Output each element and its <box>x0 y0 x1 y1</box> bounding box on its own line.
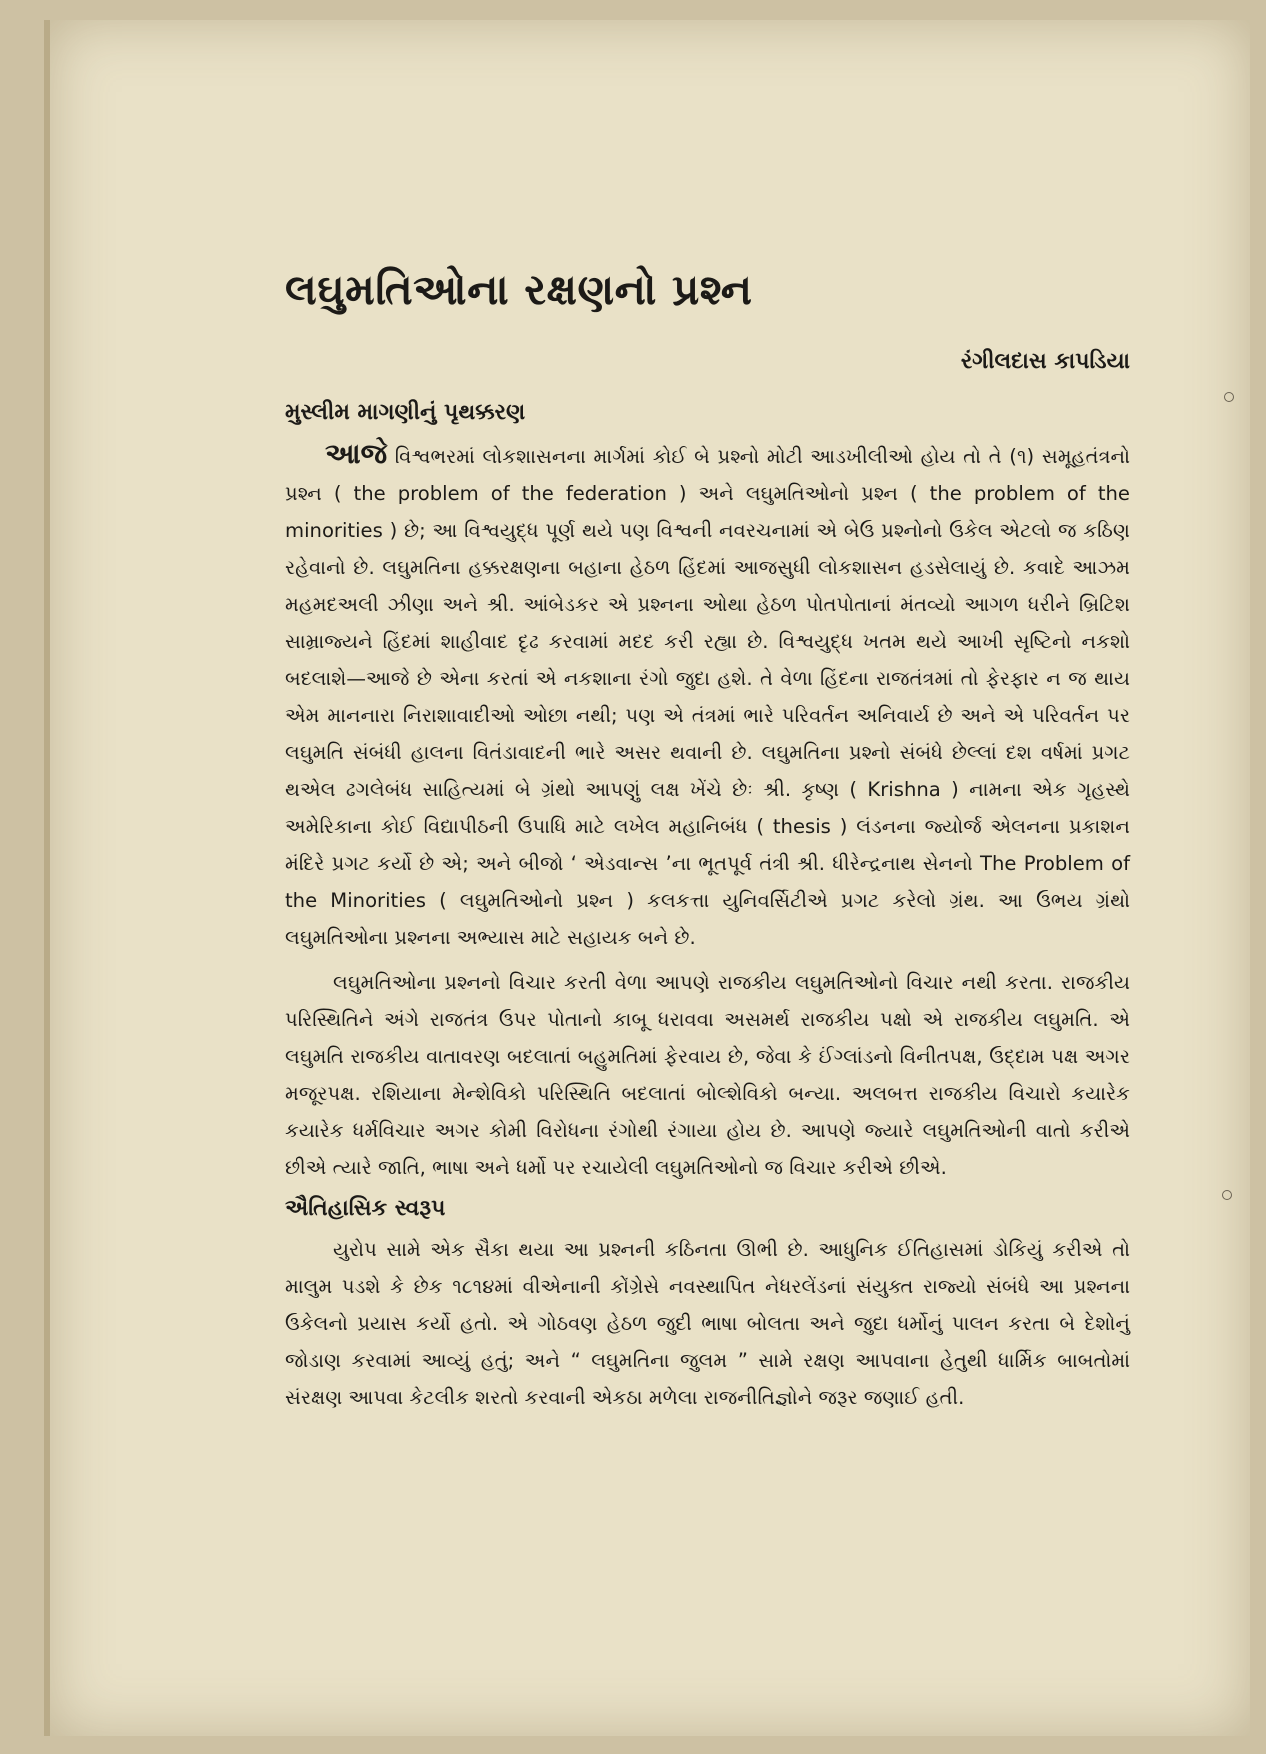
article-title: લઘુમતિઓના રક્ષણનો પ્રશ્ન <box>285 265 753 314</box>
paragraph-1-lead-word: આજે <box>325 437 388 471</box>
section-heading-historical-form: ઐતિહાસિક સ્વરૂપ <box>285 1196 446 1222</box>
paragraph-1-text: વિશ્વભરમાં લોકશાસનના માર્ગમાં કોઈ બે પ્રશ્નો મોટી આડખીલીઓ હોય તો તે (૧) સમૂહતંત્રનો પ્રશ્ન ( the problem of the federation ) અને લઘુમતિઓનો પ્રશ્ન ( the problem of the minorities ) છે; આ વિશ્વયુદ્ધ પૂર્ણ થયે પણ વિશ્વની નવરચનામાં એ બેઉ પ્રશ્નોનો ઉકેલ એટલો જ કઠિણ રહેવાનો છે. લઘુમતિના હક્કરક્ષણના બહાના હેઠળ હિંદમાં આજસુધી લોકશાસન હડસેલાયું છે. કવાદે આઝમ મહમદઅલી ઝીણા અને શ્રી. આંબેડકર એ પ્રશ્નના ઓથા હેઠળ પોતપોતાનાં મંતવ્યો આગળ ધરીને બ્રિટિશ સામ્રાજ્યને હિંદમાં શાહીવાદ દૃઢ કરવામાં મદદ કરી રહ્યા છે. વિશ્વયુદ્ધ ખતમ થયે આખી સૃષ્ટિનો નકશો બદલાશે—આજે છે એના કરતાં એ નકશાના રંગો જુદા હશે. તે વેળા હિંદના રાજતંત્રમાં તો ફેરફાર ન જ થાય એમ માનનારા નિરાશાવાદીઓ ઓછા નથી; પણ એ તંત્રમાં ભારે પરિવર્તન અનિવાર્ય છે અને એ પરિવર્તન પર લઘુમતિ સંબંધી હાલના વિતંડાવાદની ભારે અસર થવાની છે. લઘુમતિના પ્રશ્નો સંબંધે છેલ્લાં દશ વર્ષમાં પ્રગટ થએલ ઢગલેબંધ સાહિત્યમાં બે ગ્રંથો આપણું લક્ષ ખેંચે છેઃ શ્રી. કૃષ્ણ ( Krishna ) નામના એક ગૃહસ્થે અમેરિકાના કોઈ વિદ્યાપીઠની ઉપાધિ માટે લખેલ મહાનિબંધ ( thesis ) લંડનના જ્યોર્જ એલનના પ્રકાશન મંદિરે પ્રગટ કર્યો છે એ; અને બીજો ‘ એડવાન્સ ’ના ભૂતપૂર્વ તંત્રી શ્રી. ધીરેન્દ્રનાથ સેનનો The Problem of the Minorities ( લઘુમતિઓનો પ્રશ્ન ) કલકત્તા યુનિવર્સિટીએ પ્રગટ કરેલો ગ્રંથ. આ ઉભય ગ્રંથો લઘુમતિઓના પ્રશ્નના અભ્યાસ માટે સહાયક બને છે. <box>285 445 1130 950</box>
article <box>285 265 1130 1424</box>
paragraph-2: લઘુમતિઓના પ્રશ્નનો વિચાર કરતી વેળા આપણે રાજકીય લઘુમતિઓનો વિચાર નથી કરતા. રાજકીય પરિસ્થિતિને અંગે રાજતંત્ર ઉપર પોતાનો કાબૂ ધરાવવા અસમર્થ રાજકીય પક્ષો એ રાજકીય લઘુમતિ. એ લઘુમતિ રાજકીય વાતાવરણ બદલાતાં બહુમતિમાં ફેરવાય છે, જેવા કે ઈંગ્લાંડનો વિનીતપક્ષ, ઉદ્દામ પક્ષ અગર મજૂરપક્ષ. રશિયાના મેન્શેવિકો પરિસ્થિતિ બદલાતાં બોલ્શેવિકો બન્યા. અલબત્ત રાજકીય વિચારો કયારેક કયારેક ધર્મવિચાર અગર કોમી વિરોધના રંગોથી રંગાયા હોય છે. આપણે જ્યારે લઘુમતિઓની વાતો કરીએ છીએ ત્યારે જાતિ, ભાષા અને ધર્મો પર રચાયેલી લઘુમતિઓનો જ વિચાર કરીએ છીએ. <box>285 971 1130 1180</box>
paper-mark <box>1224 392 1234 402</box>
section-heading-muslim-demand: મુસ્લીમ માગણીનું પૃથક્કરણ <box>285 400 526 426</box>
paragraph-3: યુરોપ સામે એક સૈકા થયા આ પ્રશ્નની કઠિનતા ઊભી છે. આધુનિક ઈતિહાસમાં ડોકિયું કરીએ તો માલુમ પડશે કે છેક ૧૮૧૪માં વીએનાની કોંગ્રેસે નવસ્થાપિત નેધરલેંડનાં સંયુક્ત રાજ્યો સંબંધે આ પ્રશ્નના ઉકેલનો પ્રયાસ કર્યો હતો. એ ગોઠવણ હેઠળ જુદી ભાષા બોલતા અને જુદા ધર્મોનું પાલન કરતા બે દેશોનું જોડાણ કરવામાં આવ્યું હતું; અને “ લઘુમતિના જુલમ ” સામે રક્ષણ આપવાના હેતુથી ધાર્મિક બાબતોમાં સંરક્ષણ આપવા કેટલીક શરતો કરવાની એકઠા મળેલા રાજનીતિજ્ઞોને જરૂર જણાઈ હતી. <box>285 1238 1130 1410</box>
article-author: રંગીલદાસ કાપડિયા <box>960 349 1130 375</box>
paragraph-1 <box>285 435 1130 956</box>
paper-mark <box>1222 1190 1232 1200</box>
